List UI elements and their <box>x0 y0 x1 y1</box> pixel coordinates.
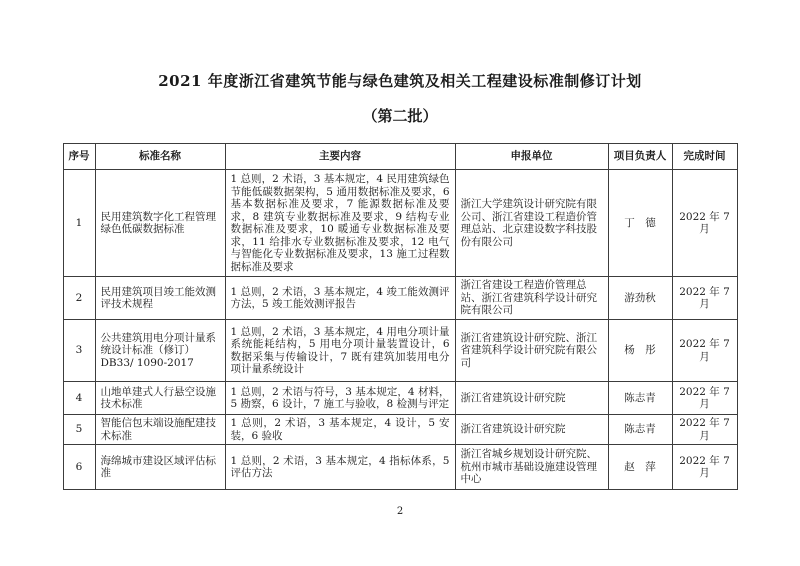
cell-completion-time: 2022 年 7 月 <box>672 320 737 382</box>
cell-no: 5 <box>63 415 95 445</box>
cell-project-leader: 陈志青 <box>608 415 672 445</box>
cell-project-leader: 游劲秋 <box>608 277 672 320</box>
cell-standard-name <box>95 382 225 415</box>
standards-table <box>63 143 738 490</box>
standard-name-text: 公共建筑用电分项计量系统设计标准（修订） <box>100 331 216 357</box>
table-header <box>63 144 737 170</box>
column-header-time: 完成时间 <box>672 144 737 170</box>
cell-project-leader: 赵 萍 <box>608 445 672 490</box>
cell-standard-name <box>95 415 225 445</box>
document-title: 2021 年度浙江省建筑节能与绿色建筑及相关工程建设标准制修订计划 <box>158 72 642 90</box>
cell-applicant-unit: 浙江省建筑设计研究院 <box>455 415 608 445</box>
standard-name-text: 山地单建式人行悬空设施技术标准 <box>100 385 216 410</box>
standard-code-text: DB33/ 1090-2017 <box>100 356 194 369</box>
table-row <box>63 382 737 415</box>
cell-standard-name <box>95 277 225 320</box>
standard-name-text: 民用建筑数字化工程管理绿色低碳数据标准 <box>100 210 216 235</box>
table-row <box>63 320 737 382</box>
standard-name-text: 智能信包末端设施配建技术标准 <box>100 417 216 442</box>
cell-main-content: 1 总则，2 术语，3 基本规定，4 竣工能效测评方法，5 竣工能效测评报告 <box>225 277 455 320</box>
column-header-unit: 申报单位 <box>455 144 608 170</box>
cell-no: 4 <box>63 382 95 415</box>
cell-completion-time: 2022 年 7 月 <box>672 382 737 415</box>
cell-completion-time: 2022 年 7 月 <box>672 415 737 445</box>
table-row <box>63 445 737 490</box>
cell-project-leader: 丁 德 <box>608 170 672 277</box>
cell-main-content: 1 总则，2 术语，3 基本规定，4 指标体系，5 评估方法 <box>225 445 455 490</box>
cell-no: 6 <box>63 445 95 490</box>
table-header-row <box>63 144 737 170</box>
cell-main-content: 1 总则，2 术语，3 基本规定，4 民用建筑绿色节能低碳数据架构，5 通用数据标准及要求，6 基本数据标准及要求，7 能源数据标准及要求，8 建筑专业数据标准及要求，9 结构专业数据标准及要求，10 暖通专业数据标准及要求，11 给排水专业数据标准及要求，12 电气与智能化专业数据标准及要求，13 施工过程数据标准及要求 <box>225 170 455 277</box>
cell-no: 2 <box>63 277 95 320</box>
cell-standard-name <box>95 170 225 277</box>
standard-name-text: 民用建筑项目竣工能效测评技术规程 <box>100 285 216 310</box>
cell-applicant-unit: 浙江省建筑设计研究院 <box>455 382 608 415</box>
page-number: 2 <box>396 506 404 517</box>
cell-completion-time: 2022 年 7 月 <box>672 445 737 490</box>
cell-completion-time: 2022 年 7 月 <box>672 277 737 320</box>
column-header-content: 主要内容 <box>225 144 455 170</box>
cell-completion-time: 2022 年 7 月 <box>672 170 737 277</box>
table-row <box>63 415 737 445</box>
cell-applicant-unit: 浙江大学建筑设计研究院有限公司、浙江省建设工程造价管理总站、北京建设数字科技股份有限公司 <box>455 170 608 277</box>
cell-standard-name <box>95 445 225 490</box>
table-row <box>63 277 737 320</box>
cell-applicant-unit: 浙江省城乡规划设计研究院、杭州市城市基础设施建设管理中心 <box>455 445 608 490</box>
cell-applicant-unit: 浙江省建筑设计研究院、浙江省建筑科学设计研究院有限公司 <box>455 320 608 382</box>
cell-project-leader: 杨 彤 <box>608 320 672 382</box>
cell-standard-name <box>95 320 225 382</box>
cell-project-leader: 陈志青 <box>608 382 672 415</box>
cell-main-content: 1 总则，2 术语，3 基本规定，4 用电分项计量系统能耗结构，5 用电分项计量装置设计，6 数据采集与传输设计，7 既有建筑加装用电分项计量系统设计 <box>225 320 455 382</box>
column-header-no: 序号 <box>63 144 95 170</box>
table-row <box>63 170 737 277</box>
cell-applicant-unit: 浙江省建设工程造价管理总站、浙江省建筑科学设计研究院有限公司 <box>455 277 608 320</box>
column-header-name: 标准名称 <box>95 144 225 170</box>
standard-name-text: 海绵城市建设区域评估标准 <box>100 454 216 479</box>
cell-main-content: 1 总则，2 术语与符号，3 基本规定，4 材料，5 勘察，6 设计，7 施工与验收，8 检测与评定 <box>225 382 455 415</box>
column-header-leader: 项目负责人 <box>608 144 672 170</box>
document-subtitle: （第二批） <box>362 107 438 125</box>
cell-no: 3 <box>63 320 95 382</box>
cell-main-content: 1 总则，2 术语，3 基本规定，4 设计，5 安装，6 验收 <box>225 415 455 445</box>
cell-no: 1 <box>63 170 95 277</box>
